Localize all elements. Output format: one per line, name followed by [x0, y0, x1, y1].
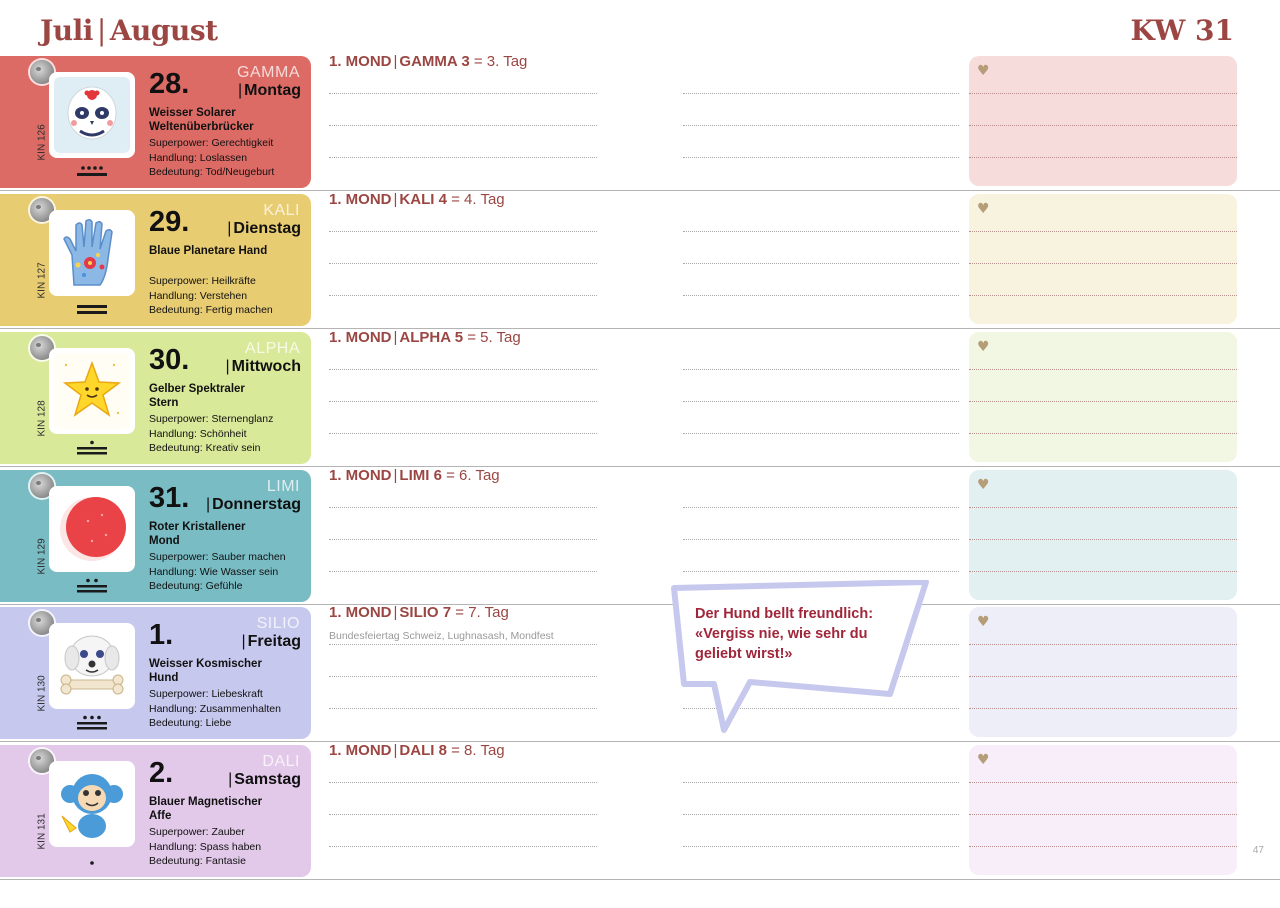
star-icon — [54, 353, 130, 429]
day-date: 29. — [149, 206, 190, 238]
wave-name: LIMI — [266, 478, 300, 495]
weekday-text: Freitag — [247, 633, 301, 650]
weekday-separator: | — [228, 771, 233, 788]
day-card — [0, 470, 311, 602]
page-number: 47 — [1252, 845, 1264, 856]
writing-line[interactable] — [683, 507, 959, 508]
red-moon-icon — [54, 491, 130, 567]
moon-name: GAMMA 3 — [399, 53, 470, 70]
note-line — [969, 644, 1237, 645]
dog-icon — [54, 628, 130, 704]
writing-line[interactable] — [683, 125, 959, 126]
note-line — [969, 157, 1237, 158]
wave-name: SILIO — [256, 615, 300, 632]
writing-line[interactable] — [329, 571, 597, 572]
moon-prefix: 1. MOND — [329, 53, 392, 70]
writing-line[interactable] — [683, 782, 959, 783]
handlung-text: Handlung: Loslassen — [149, 151, 248, 164]
day-properties — [149, 550, 286, 594]
holiday-text: Bundesfeiertag Schweiz, Lughnasash, Mondfest — [329, 630, 554, 642]
heart-icon: ♥ — [977, 339, 990, 355]
note-line — [969, 846, 1237, 847]
day-sign-name: Blaue Planetare Hand — [149, 245, 268, 257]
maya-number-glyph — [75, 578, 109, 596]
bedeutung-text: Bedeutung: Fantasie — [149, 855, 246, 868]
note-line — [969, 93, 1237, 94]
kin-number: KIN 127 — [36, 262, 48, 299]
weekday-text: Dienstag — [233, 220, 301, 237]
day-sign-name: Gelber Spektraler Stern — [149, 383, 245, 409]
note-line — [969, 539, 1237, 540]
day-sign-image — [49, 210, 135, 296]
maya-number-glyph — [75, 440, 109, 458]
writing-line[interactable] — [683, 433, 959, 434]
handlung-text: Handlung: Spass haben — [149, 840, 262, 853]
heart-icon: ♥ — [977, 477, 990, 493]
moon-headline — [329, 53, 527, 70]
weekday-separator: | — [225, 358, 230, 375]
note-box[interactable] — [969, 745, 1237, 875]
note-line — [969, 507, 1237, 508]
note-line — [969, 814, 1237, 815]
speech-line-2: «Vergiss nie, wie sehr du — [695, 626, 868, 642]
day-sign-image — [49, 486, 135, 572]
day-properties — [149, 136, 274, 180]
moon-day: = 3. Tag — [473, 53, 528, 70]
day-row — [0, 53, 1280, 191]
writing-line[interactable] — [683, 571, 959, 572]
superpower-text: Superpower: Sternenglanz — [149, 413, 274, 425]
writing-line[interactable] — [329, 539, 597, 540]
day-card — [0, 56, 311, 188]
moon-separator: | — [393, 191, 398, 208]
writing-line[interactable] — [683, 93, 959, 94]
moon-separator: | — [393, 604, 398, 621]
bedeutung-text: Bedeutung: Liebe — [149, 717, 232, 730]
writing-line[interactable] — [329, 125, 597, 126]
writing-line[interactable] — [329, 231, 597, 232]
moon-headline — [329, 604, 509, 621]
note-box[interactable] — [969, 607, 1237, 737]
moon-prefix: 1. MOND — [329, 191, 392, 208]
moon-name: KALI 4 — [399, 191, 447, 208]
weekday-text: Donnerstag — [212, 496, 301, 513]
weekday-label — [206, 496, 301, 514]
weekday-label — [242, 633, 302, 651]
note-line — [969, 401, 1237, 402]
writing-line[interactable] — [683, 157, 959, 158]
moon-name: ALPHA 5 — [399, 329, 464, 346]
day-sign-name: Weisser Kosmischer Hund — [149, 658, 262, 684]
heart-icon: ♥ — [977, 614, 990, 630]
calendar-week: KW 31 — [1130, 14, 1234, 47]
handlung-text: Handlung: Schönheit — [149, 427, 247, 440]
month-separator: | — [96, 14, 106, 47]
row-divider — [0, 879, 1280, 880]
moon-name: LIMI 6 — [399, 467, 442, 484]
note-line — [969, 295, 1237, 296]
bedeutung-text: Bedeutung: Tod/Neugeburt — [149, 166, 275, 179]
writing-line[interactable] — [683, 814, 959, 815]
day-sign-name: Roter Kristallener Mond — [149, 521, 246, 547]
writing-line[interactable] — [329, 644, 597, 645]
moon-prefix: 1. MOND — [329, 329, 392, 346]
weekday-text: Mittwoch — [231, 358, 301, 375]
speech-bubble-text — [695, 604, 895, 664]
note-box[interactable] — [969, 56, 1237, 186]
wave-name: DALI — [262, 753, 300, 770]
writing-line[interactable] — [329, 93, 597, 94]
kin-number: KIN 128 — [36, 400, 48, 437]
writing-line[interactable] — [329, 708, 597, 709]
bedeutung-text: Bedeutung: Gefühle — [149, 580, 243, 593]
day-sign-name: Blauer Magnetischer Affe — [149, 796, 263, 822]
moon-prefix: 1. MOND — [329, 467, 392, 484]
day-card — [0, 745, 311, 877]
monkey-icon — [54, 766, 130, 842]
day-properties — [149, 825, 261, 869]
writing-line[interactable] — [329, 846, 597, 847]
note-line — [969, 708, 1237, 709]
weekday-separator: | — [237, 82, 243, 99]
heart-icon: ♥ — [977, 63, 990, 79]
day-properties — [149, 687, 281, 731]
handlung-text: Handlung: Verstehen — [149, 289, 248, 302]
day-date: 31. — [149, 482, 190, 514]
note-line — [969, 676, 1237, 677]
writing-line[interactable] — [329, 157, 597, 158]
note-line — [969, 263, 1237, 264]
maya-number-glyph — [75, 164, 109, 182]
writing-line[interactable] — [329, 263, 597, 264]
moon-headline — [329, 467, 500, 484]
month-july: Juli — [40, 14, 93, 47]
moon-separator: | — [393, 329, 398, 346]
weekday-label — [238, 82, 301, 100]
writing-line[interactable] — [329, 676, 597, 677]
note-line — [969, 782, 1237, 783]
day-date: 1. — [149, 619, 174, 651]
moon-separator: | — [393, 742, 398, 759]
note-box[interactable] — [969, 332, 1237, 462]
day-card — [0, 332, 311, 464]
day-date: 28. — [149, 68, 190, 100]
day-card — [0, 607, 311, 739]
day-properties — [149, 412, 273, 456]
moon-headline — [329, 329, 521, 346]
writing-line[interactable] — [683, 263, 959, 264]
note-line — [969, 369, 1237, 370]
moon-separator: | — [393, 53, 398, 70]
writing-line[interactable] — [683, 401, 959, 402]
day-row — [0, 329, 1280, 467]
day-row — [0, 604, 1280, 742]
note-box[interactable] — [969, 470, 1237, 600]
superpower-text: Superpower: Sauber machen — [149, 551, 286, 563]
weekday-separator: | — [227, 220, 232, 237]
weekday-text: Samstag — [234, 771, 301, 788]
month-title — [40, 14, 218, 47]
day-row — [0, 467, 1280, 605]
speech-line-1: Der Hund bellt freundlich: — [695, 606, 874, 622]
wave-name: GAMMA — [237, 64, 300, 81]
superpower-text: Superpower: Heilkräfte — [149, 275, 256, 287]
kin-number: KIN 129 — [36, 538, 48, 575]
moon-day: = 8. Tag — [451, 742, 505, 759]
writing-line[interactable] — [329, 295, 597, 296]
skull-icon — [54, 77, 130, 153]
weekday-separator: | — [241, 633, 246, 650]
writing-line[interactable] — [329, 814, 597, 815]
moon-name: DALI 8 — [399, 742, 447, 759]
moon-headline — [329, 191, 505, 208]
moon-name: SILIO 7 — [399, 604, 452, 621]
day-sign-image — [49, 623, 135, 709]
moon-day: = 6. Tag — [446, 467, 500, 484]
month-august: August — [109, 14, 218, 47]
moon-headline — [329, 742, 505, 759]
wave-name: ALPHA — [245, 340, 300, 357]
hand-icon — [54, 215, 130, 291]
day-row — [0, 742, 1280, 880]
heart-icon: ♥ — [977, 201, 990, 217]
moon-prefix: 1. MOND — [329, 604, 392, 621]
writing-line[interactable] — [683, 231, 959, 232]
writing-line[interactable] — [683, 369, 959, 370]
superpower-text: Superpower: Gerechtigkeit — [149, 137, 274, 149]
bedeutung-text: Bedeutung: Kreativ sein — [149, 442, 261, 455]
writing-line[interactable] — [329, 401, 597, 402]
moon-day: = 7. Tag — [455, 604, 509, 621]
speech-line-3: geliebt wirst!» — [695, 646, 793, 662]
moon-day: = 5. Tag — [467, 329, 521, 346]
day-card — [0, 194, 311, 326]
writing-line[interactable] — [329, 369, 597, 370]
heart-icon: ♥ — [977, 752, 990, 768]
day-sign-image — [49, 72, 135, 158]
weekday-label — [227, 220, 301, 238]
writing-line[interactable] — [683, 846, 959, 847]
note-line — [969, 125, 1237, 126]
day-sign-image — [49, 761, 135, 847]
speech-bubble — [668, 580, 930, 738]
day-sign-image — [49, 348, 135, 434]
kin-number: KIN 126 — [36, 124, 48, 161]
moon-prefix: 1. MOND — [329, 742, 392, 759]
note-box[interactable] — [969, 194, 1237, 324]
wave-name: KALI — [263, 202, 300, 219]
moon-separator: | — [393, 467, 398, 484]
weekday-text: Montag — [244, 82, 301, 99]
day-date: 30. — [149, 344, 190, 376]
writing-line[interactable] — [683, 539, 959, 540]
superpower-text: Superpower: Zauber — [149, 826, 245, 838]
kin-number: KIN 131 — [36, 813, 48, 850]
writing-line[interactable] — [329, 782, 597, 783]
weekday-label — [226, 358, 301, 376]
handlung-text: Handlung: Zusammenhalten — [149, 702, 281, 715]
note-line — [969, 571, 1237, 572]
kin-number: KIN 130 — [36, 675, 48, 712]
maya-number-glyph — [75, 302, 109, 320]
handlung-text: Handlung: Wie Wasser sein — [149, 565, 279, 578]
day-sign-name: Weisser Solarer Weltenüberbrücker — [149, 107, 254, 133]
note-line — [969, 433, 1237, 434]
bedeutung-text: Bedeutung: Fertig machen — [149, 304, 273, 317]
superpower-text: Superpower: Liebeskraft — [149, 688, 263, 700]
writing-line[interactable] — [329, 507, 597, 508]
note-line — [969, 231, 1237, 232]
day-properties — [149, 274, 273, 318]
moon-day: = 4. Tag — [451, 191, 505, 208]
weekday-separator: | — [205, 496, 211, 513]
maya-number-glyph — [75, 853, 109, 871]
maya-number-glyph — [75, 715, 109, 733]
writing-line[interactable] — [683, 295, 959, 296]
day-row — [0, 191, 1280, 329]
day-date: 2. — [149, 757, 174, 789]
writing-line[interactable] — [329, 433, 597, 434]
weekday-label — [228, 771, 301, 789]
